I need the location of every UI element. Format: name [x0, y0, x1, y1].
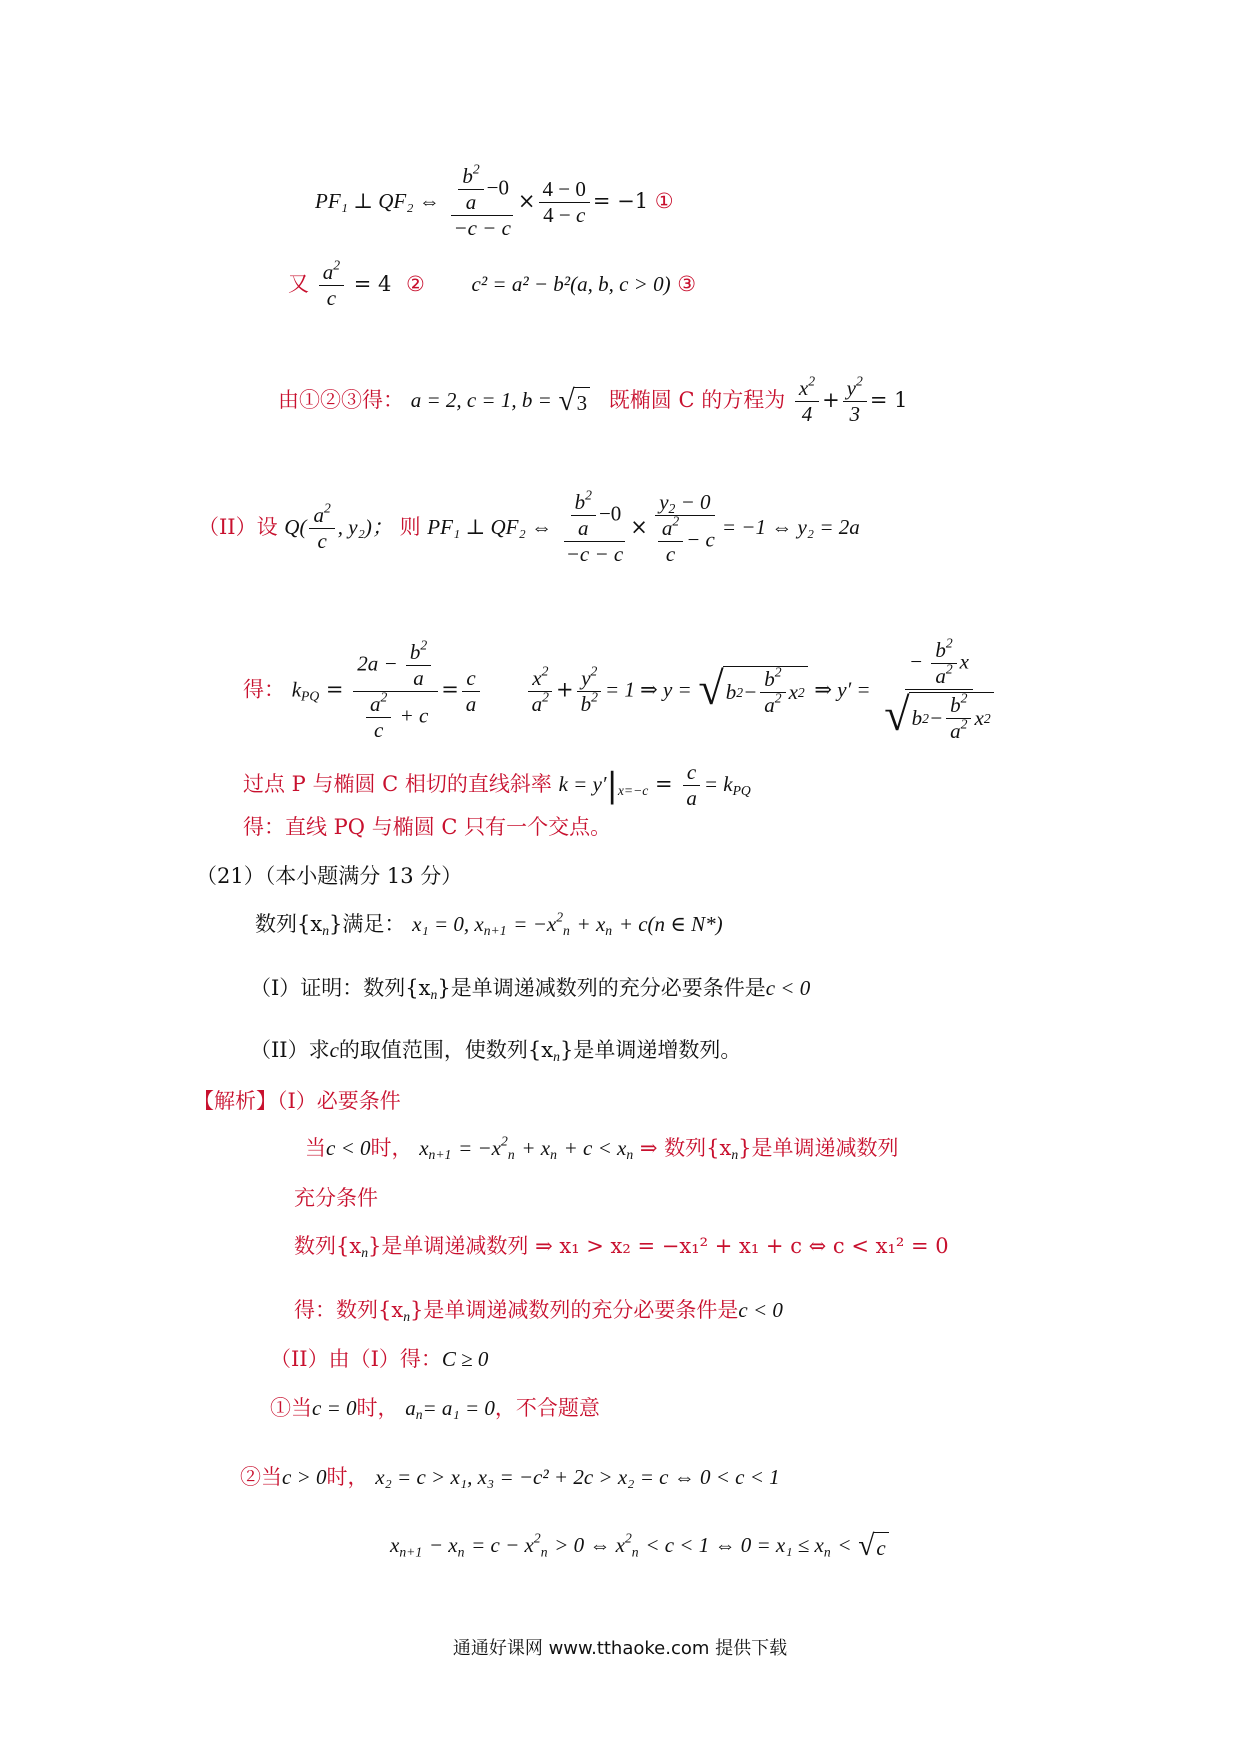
math: c < 0: [326, 1136, 371, 1160]
frac-b2a2: [760, 664, 785, 717]
frac-num: $\frac{b^2}{a}$ −0: [564, 492, 626, 542]
math: x: [390, 1533, 400, 1558]
math: <: [837, 1533, 852, 1558]
eq-perp-lhs: PF₁ ⊥ QF₂ ⇔: [315, 189, 440, 213]
text: 时，: [356, 1396, 399, 1420]
sqrt-c: [858, 1532, 888, 1561]
frac-den: $b^2$: [580, 688, 598, 716]
q21-sequence: [255, 909, 723, 939]
solution-line-5: [270, 1349, 488, 1370]
text-get: 得：: [243, 677, 285, 702]
frac-b2a2: [931, 635, 956, 688]
sqrt-den: [884, 689, 993, 743]
text: （I）证明：数列{x: [250, 976, 431, 1000]
frac-y2-3: [843, 373, 867, 426]
frac-b2a: [458, 161, 483, 214]
eq-line-7: 得：直线 PQ 与椭圆 C 只有一个交点。: [243, 815, 612, 839]
math: c > 0: [282, 1465, 327, 1489]
text-from: 由①②③得：: [278, 388, 404, 412]
sub-n: n: [626, 1147, 634, 1163]
text: ，不合题意: [494, 1396, 600, 1420]
frac-num: $b^2$: [458, 166, 483, 190]
sub-n: n: [605, 923, 613, 939]
frac-num: $x^2$: [528, 668, 552, 692]
frac-num: $a^2$: [319, 262, 344, 286]
sub-n: n: [550, 1147, 557, 1163]
frac-den: c: [374, 717, 384, 742]
frac-den: c: [665, 542, 676, 566]
frac-den: $a^2$: [935, 661, 953, 688]
sub-n: n: [631, 1544, 639, 1560]
frac-a2c-q: [309, 500, 334, 553]
math: < c < 1 ⇔ 0 = x₁ ≤ x: [645, 1533, 824, 1558]
text: 得：数列{x: [294, 1298, 404, 1322]
frac-den: c: [326, 286, 337, 310]
frac-a2c: [366, 688, 391, 742]
text: }满足：: [329, 912, 406, 936]
math: C ≥ 0: [441, 1347, 489, 1371]
frac-x2-4: [795, 373, 819, 426]
q21-title: （21）（本小题满分 13 分）: [196, 864, 463, 888]
math: c < 0: [765, 976, 811, 1000]
frac-slope-pf1: [449, 161, 514, 240]
text: 的取值范围，使数列{x: [338, 1038, 554, 1062]
frac-den: [651, 513, 719, 566]
sub-n1: n+1: [428, 1147, 452, 1163]
text-tangent: 过点 P 与椭圆 C 相切的直线斜率: [243, 772, 552, 796]
math: a: [405, 1396, 416, 1420]
frac-num: $b^2$: [946, 695, 971, 719]
sub-n: n: [322, 923, 330, 939]
frac-num: $a^2$: [366, 694, 391, 718]
sqrt-y: [698, 663, 807, 717]
sqrt-body: c: [873, 1532, 888, 1561]
frac-num: − $\frac{b^2}{a^2}$ x: [905, 640, 973, 690]
circled-2: ②: [406, 272, 425, 296]
frac-den: a: [413, 665, 424, 690]
eq-imply-y: = 1 ⇒ y =: [604, 677, 692, 702]
sub-n: n: [563, 923, 570, 939]
eq-line-4: [198, 487, 860, 566]
frac-num: $y^2$: [577, 668, 601, 692]
sup-2: 2: [556, 909, 564, 925]
sub-n: n: [731, 1147, 739, 1163]
frac-den: $a^2$: [950, 716, 968, 743]
kpq-sub: PQ: [732, 783, 751, 799]
radical: √: [558, 384, 575, 417]
frac-den: a: [465, 691, 477, 716]
eq-four: = 4: [353, 272, 392, 296]
frac-num: c: [462, 668, 479, 692]
solution-line-7: [240, 1467, 780, 1488]
eq-one: = 1: [869, 388, 908, 412]
text: }是单调递减数列: [738, 1136, 899, 1160]
plus: +: [556, 677, 574, 702]
solution-head: 【解析】（I）必要条件: [193, 1089, 401, 1113]
frac-slope-qf2-2: [651, 492, 719, 565]
math-var: − c: [686, 527, 715, 552]
circled-1: ①: [654, 189, 674, 213]
frac-num: $b^2$: [760, 669, 785, 693]
equals: =: [325, 677, 344, 702]
eq-tail: = −1: [592, 189, 649, 213]
frac-num: 4 − 0: [539, 179, 590, 203]
eq-y2: = −1 ⇔ y₂ = 2a: [721, 515, 860, 539]
text-part2: （II）设: [198, 515, 278, 539]
math: + c(n ∈ N*): [618, 912, 723, 936]
frac-den: 4 − c: [543, 203, 586, 227]
solution-line-2: 充分条件: [294, 1186, 378, 1210]
frac-num: $x^2$: [795, 378, 819, 402]
frac-den: a: [686, 786, 697, 810]
math: = a₁ = 0: [422, 1396, 495, 1420]
math: + x: [521, 1136, 551, 1160]
math: + c < x: [563, 1136, 627, 1160]
frac-kpq: [353, 636, 438, 742]
q-open: Q(: [284, 515, 307, 539]
radical: √: [858, 1530, 875, 1562]
frac-slope-qf2: [539, 179, 590, 226]
plus: +: [822, 388, 840, 412]
math: c < 0: [738, 1298, 783, 1322]
frac-num: $a^2$: [658, 518, 683, 542]
frac-num: 2a − $\frac{b^2}{a}$: [353, 642, 438, 692]
sup-2: 2: [533, 1530, 541, 1546]
frac-den: c: [317, 529, 327, 553]
solution-line-8: [390, 1532, 889, 1561]
sup-2: 2: [624, 1530, 632, 1546]
frac-y2b2: [577, 662, 602, 716]
math: c = 0: [312, 1396, 357, 1420]
q-close: , y₂)；: [337, 515, 393, 539]
math: > 0 ⇔ x: [554, 1533, 625, 1558]
frac-num: $a^2$: [309, 505, 334, 529]
equals: =: [655, 772, 673, 796]
sqrt-body: b 2 − $\frac{b^2}{a^2}$ x 2: [723, 666, 808, 716]
sub-n: n: [415, 1407, 423, 1423]
eq-abc: c² = a² − b²(a, b, c > 0): [471, 272, 671, 296]
text: 当: [305, 1136, 326, 1160]
circled-3: ③: [677, 272, 697, 296]
eq-line-2: [288, 257, 697, 310]
text: ②当: [240, 1465, 282, 1489]
frac-den: 3: [849, 402, 860, 426]
radical: √: [698, 663, 724, 714]
frac-num: $b^2$: [406, 642, 431, 666]
sub-n: n: [823, 1544, 831, 1560]
solution-line-3: [294, 1234, 949, 1261]
math: c: [329, 1038, 339, 1062]
solution-line-1: [305, 1133, 899, 1163]
frac-a2c: [319, 257, 344, 310]
math: x: [419, 1136, 429, 1160]
k-sub: PQ: [301, 688, 320, 704]
text: }是单调递减数列的充分必要条件是: [437, 976, 766, 1000]
sub-n1: n+1: [399, 1544, 423, 1560]
frac-den: $\frac{a^2}{c}$ + c: [359, 692, 432, 741]
sqrt-body: b 2 − $\frac{b^2}{a^2}$ x 2: [909, 692, 994, 742]
text: 时，: [370, 1136, 413, 1160]
frac-a2c: [658, 513, 683, 566]
sub-n: n: [507, 1147, 515, 1163]
eq-imply-yprime: ⇒ y′ =: [814, 677, 871, 702]
frac-den: [880, 690, 997, 742]
frac-den: −c − c: [565, 542, 624, 566]
eq-perp-2: PF₁ ⊥ QF₂ ⇔: [427, 515, 553, 539]
sub-n: n: [361, 1245, 369, 1261]
text: （II）由（I）得：: [270, 1347, 442, 1371]
frac-b2a2: [946, 690, 971, 743]
eval-bar: |: [606, 765, 618, 805]
solution-line-6: [270, 1396, 600, 1423]
math: x₂ = c > x₁, x₃ = −c² + 2c > x₂ = c ⇔ 0 < c < 1: [375, 1465, 780, 1489]
math: = −x: [458, 1136, 501, 1160]
sub-n: n: [403, 1309, 411, 1325]
footer-credit: 通通好课网 www.tthaoke.com 提供下载: [452, 1638, 788, 1659]
frac-x2a2: [528, 662, 553, 716]
k-symbol: k: [291, 677, 302, 702]
eq-values: a = 2, c = 1, b =: [410, 388, 552, 412]
q21-part1: [250, 976, 811, 1003]
frac-yprime: [880, 635, 997, 743]
eq-line-6: [243, 762, 751, 809]
frac-c-a: [462, 665, 481, 716]
text: }是单调递减数列的充分必要条件是: [410, 1298, 739, 1322]
frac-num: $b^2$: [571, 492, 596, 516]
text: ①当: [270, 1396, 312, 1420]
math: = c − x: [471, 1533, 534, 1558]
text: 时，: [326, 1465, 369, 1489]
q21-part2: [250, 1038, 742, 1065]
sub-n: n: [553, 1049, 560, 1065]
math: x₁ = 0, x: [412, 912, 484, 936]
text: ⇒ 数列{x: [639, 1136, 732, 1160]
eq-line-5: [243, 635, 1001, 743]
eval-sub: x=−c: [617, 783, 649, 799]
eq-kpq: = k: [703, 772, 733, 796]
frac-num: $y^2$: [843, 378, 867, 402]
solution-line-4: [294, 1298, 783, 1325]
frac-b2a: [406, 636, 431, 690]
frac-den: $a^2$: [764, 690, 782, 717]
math-var: c: [575, 203, 586, 227]
frac-den: a: [578, 516, 589, 540]
eq-line-3: [278, 373, 908, 426]
frac-den: −c − c: [453, 216, 511, 240]
times: ×: [630, 515, 648, 539]
sqrt-3: [558, 384, 590, 417]
text-then: 则: [399, 515, 421, 539]
sqrt-body: 3: [574, 387, 591, 416]
text-ellipse: 既椭圆 C 的方程为: [608, 388, 786, 412]
text: （II）求: [250, 1038, 330, 1062]
eq-perpendicular: PF₁ ⊥ QF₂ ⇔ $\frac{b^2}{a}$ −0 −c − c × $\frac{4 - 0}{4 - c}$ = −1 ①: [315, 161, 674, 240]
frac-num: c: [683, 762, 700, 786]
frac-den: a: [465, 190, 477, 214]
equals: =: [441, 677, 459, 702]
text: 数列{x: [255, 912, 323, 936]
radical: √: [884, 689, 910, 740]
frac-num: $b^2$: [931, 640, 956, 664]
k-yprime: k = y′: [558, 772, 607, 796]
text-you: 又: [288, 272, 309, 296]
frac-num: $y_2 - 0$: [655, 492, 714, 516]
sub-n: n: [540, 1544, 548, 1560]
text: }是单调递增数列。: [559, 1038, 742, 1062]
text: }是单调递减数列 ⇒ x₁ > x₂ = −x₁² + x₁ + c ⇔ c < x₁² = 0: [368, 1234, 949, 1258]
sup-2: 2: [500, 1133, 508, 1149]
sub-n: n: [430, 987, 438, 1003]
sub-n: n: [457, 1544, 465, 1560]
frac-den: 4: [801, 402, 813, 426]
frac-den: $a^2$: [531, 688, 549, 716]
text: 数列{x: [294, 1234, 362, 1258]
math: − x: [428, 1533, 458, 1558]
frac-slope-pf1-2: [562, 487, 627, 566]
math: + x: [576, 912, 606, 936]
frac-b2a: [571, 487, 596, 540]
frac-num: $\frac{b^2}{a}$ −0: [451, 166, 513, 216]
math: = −x: [513, 912, 557, 936]
sub-n1: n+1: [483, 923, 507, 939]
frac-c-a: [682, 762, 701, 809]
